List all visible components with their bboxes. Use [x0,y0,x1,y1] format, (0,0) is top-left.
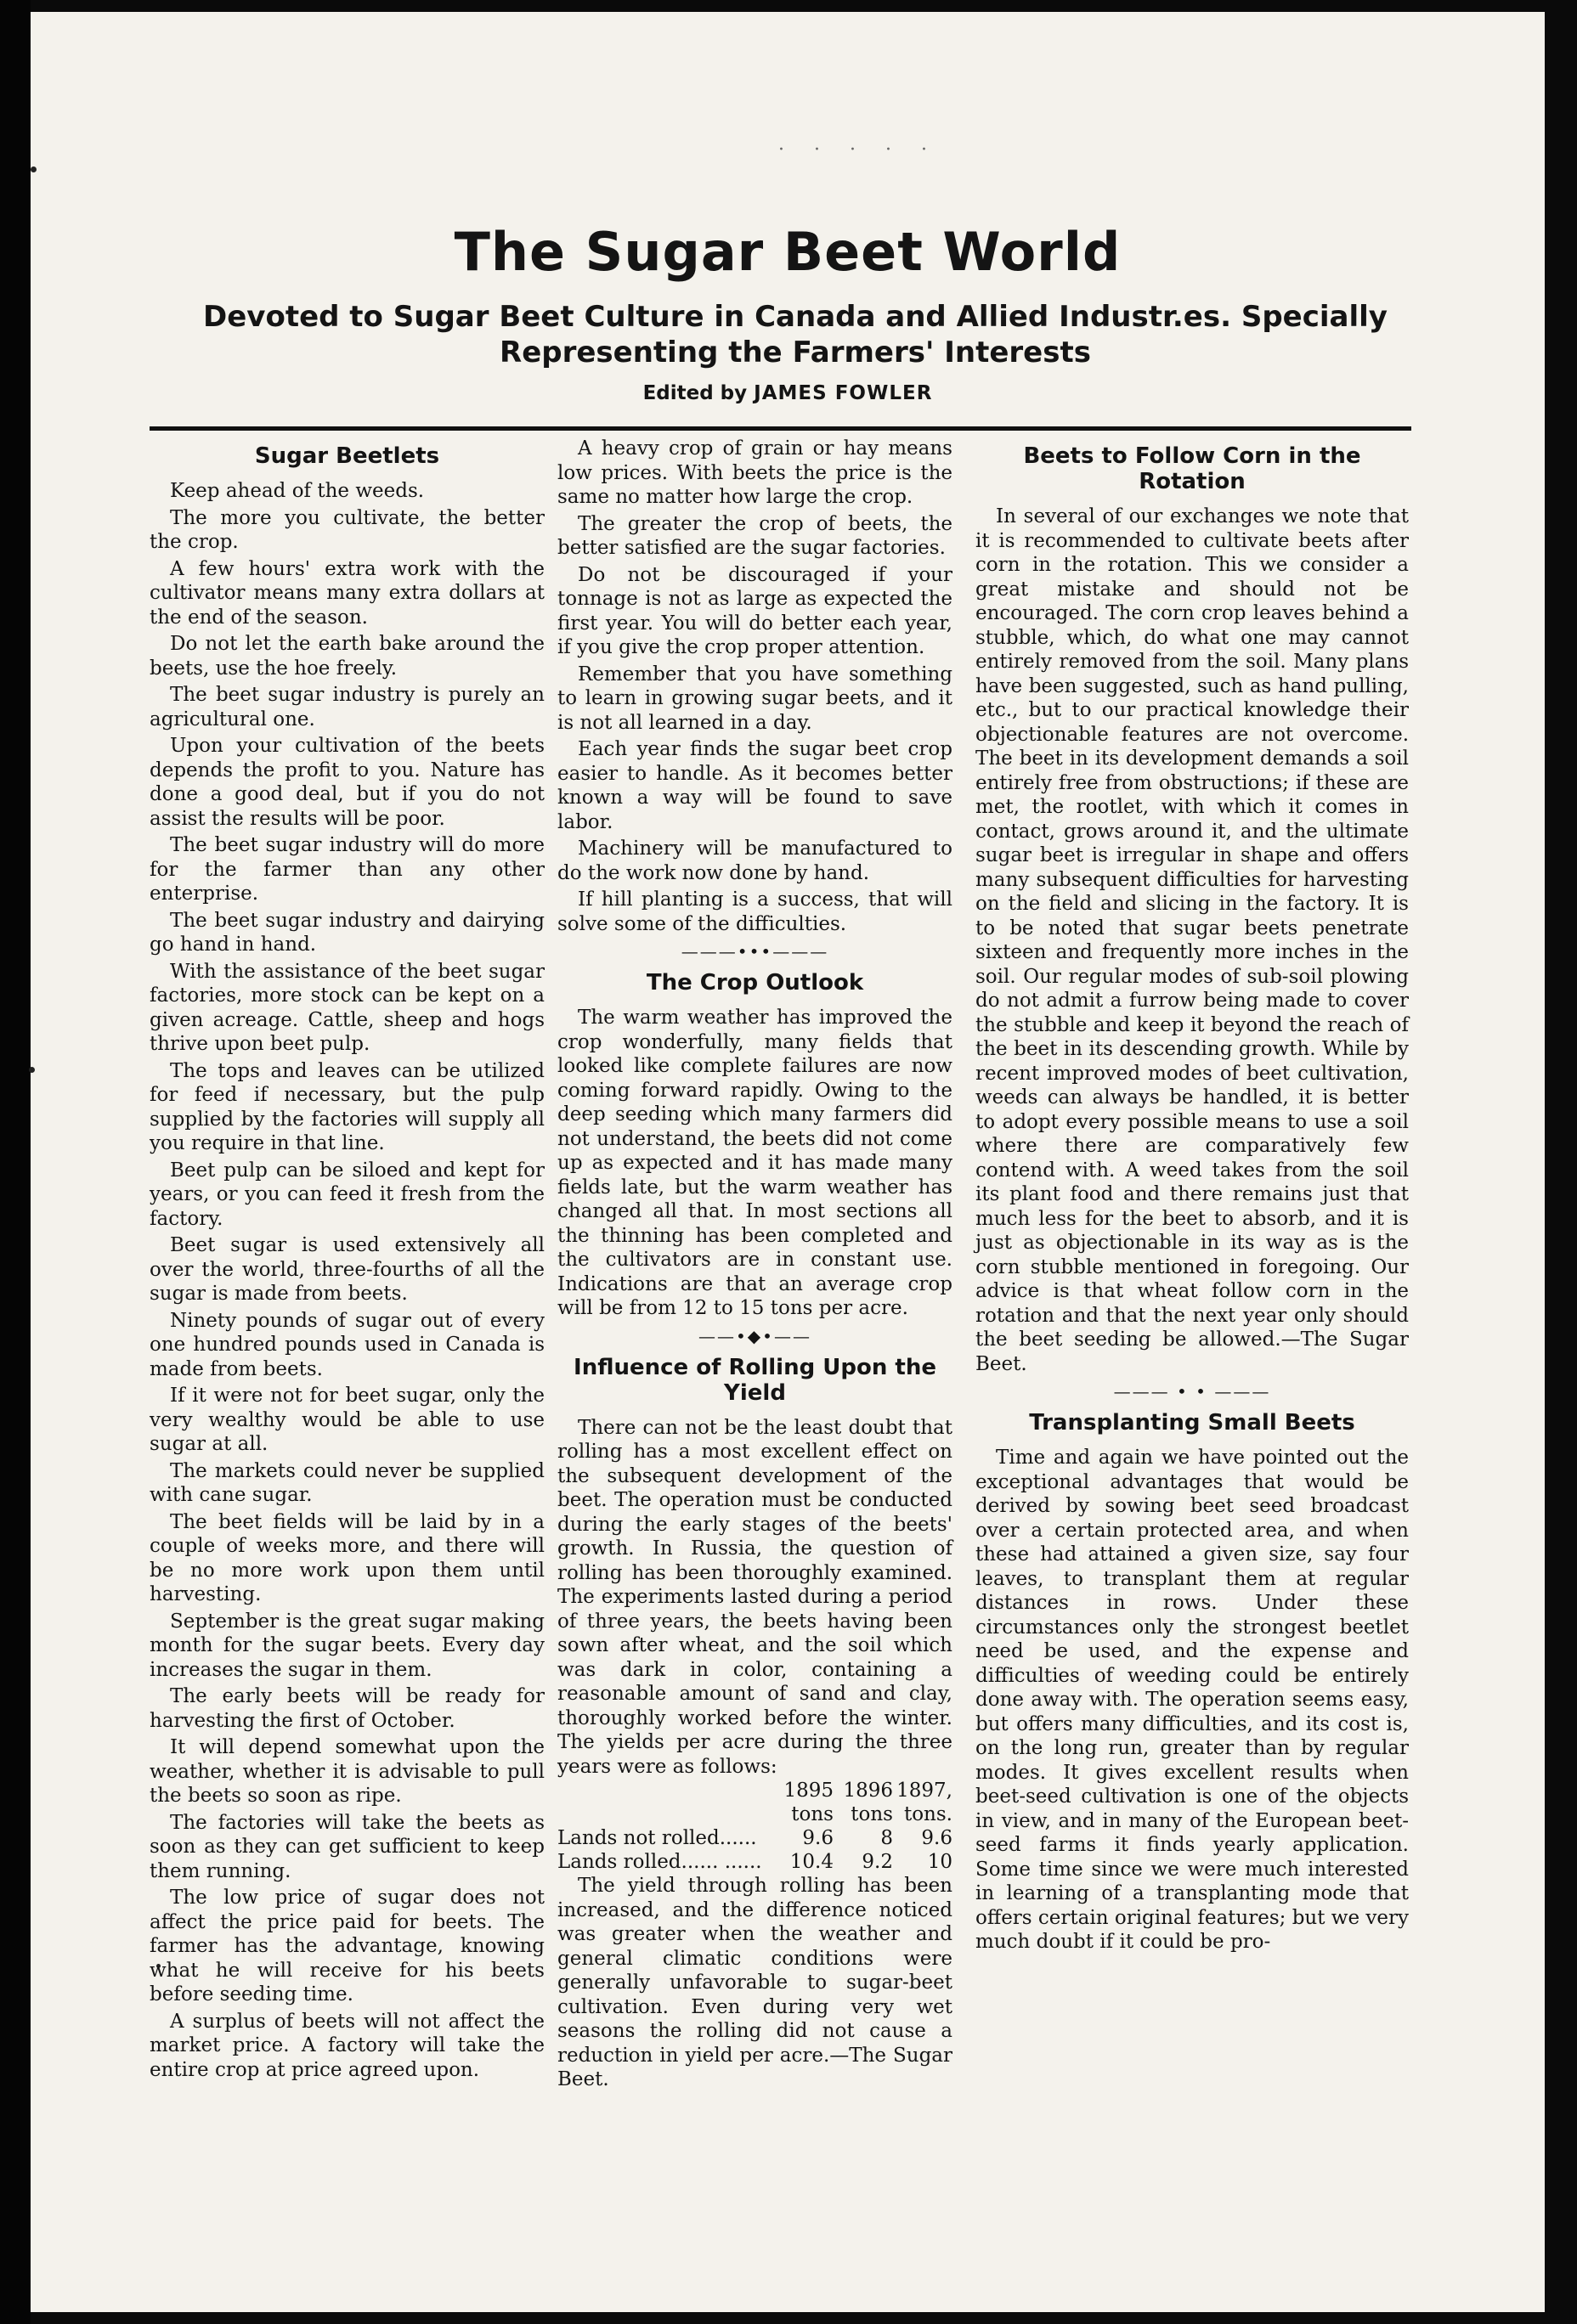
article-body: Time and again we have pointed out the exceptional advantages that would be derived by sowing beet seed broadcast over a certain protected area, and when these had attained a given size, say four leaves, to transplant them at regular distances in rows. Under these circumstances only the strongest beetlet need be used, and the expense and difficulties of weeding could be entirely done away with. The operation seems easy, but offers many difficulties, and its cost is, on the long run, greater than by regular modes. It gives excellent results when beet-seed cultivation is one of the objects in view, and in many of the European beet-seed farms it finds yearly application. Some time since we were much interested in learning of a transplanting mode that offers certain original features; but we very much doubt if it could be pro- [975,1447,1409,1953]
paragraph: The factories will take the beets as soon as they can get sufficient to keep them running. [150,1811,545,1882]
value-cell: 9.6 [921,1827,952,1849]
article-body: The yield through rolling has been increased, and the difference noticed was greater when the weather and general climatic conditions were generally unfavorable to sugar-beet cultivation. Even during very wet seasons the rolling did not cause a reduction in yield per acre.—The Sugar Beet. [557,1875,952,2090]
paragraph: It will depend somewhat upon the weather, whether it is advisable to pull the beets so soon as ripe. [150,1736,545,1807]
separator-ornament: ——•◆•—— [698,1325,811,1346]
year-cell: 1897, [896,1780,952,1802]
editor-line [31,382,1545,404]
paragraph: A heavy crop of grain or hay means low prices. With beets the price is the same no matter how large the crop. [557,437,952,508]
heading-sugar-beetlets: Sugar Beetlets [254,443,440,469]
scan-marks: · · · · · [778,139,939,161]
unit-cell: tons [791,1803,834,1825]
paragraph: A surplus of beets will not affect the market price. A factory will take the entire crop at price agreed upon. [150,2010,545,2081]
edited-by-label: Edited by [642,382,748,404]
paragraph: The early beets will be ready for harvesting the first of October. [150,1685,545,1732]
paragraph: With the assistance of the beet sugar factories, more stock can be kept on a given acreage. Cattle, sheep and hogs thrive upon beet pulp. [150,960,545,1055]
scan-border [0,0,31,2324]
yield-table [557,1779,952,1874]
row-label: Lands not rolled...... [557,1827,757,1849]
paragraph: Do not be discouraged if your tonnage is not as large as expected the first year. You will do better each year, if you give the crop proper attention. [557,563,952,658]
table-header-units [557,1802,952,1826]
heading-rolling: Influence of Rolling Upon the Yield [574,1354,936,1406]
paragraph: If it were not for beet sugar, only the very wealthy would be able to use sugar at all. [150,1385,545,1455]
newspaper-page [31,12,1545,2312]
column-3 [975,437,1409,1957]
paragraph: The beet sugar industry will do more for the farmer than any other enterprise. [150,834,545,905]
separator-ornament: ——— • • ——— [1113,1381,1271,1402]
subtitle: Devoted to Sugar Beet Culture in Canada and Allied Industr.es. Specially Representing the Farmers' Interests [203,300,1388,369]
article-body: There can not be the least doubt that rolling has a most excellent effect on the subsequent development of the beet. The operation must be conducted during the early stages of the beets' growth. In Russia, the question of rolling has been thoroughly examined. The experiments lasted during a period of three years, the beets having been sown after wheat, and the soil which was dark in color, containing a reasonable amount of sand and clay, thoroughly worked before the winter. The yields per acre during the three years were as follows: [557,1416,952,1778]
paragraph: Beet sugar is used extensively all over the world, three-fourths of all the sugar is made from beets. [150,1234,545,1305]
paragraph: Keep ahead of the weeds. [170,480,425,502]
paragraph: The more you cultivate, the better the crop. [150,506,545,553]
paragraph: The beet fields will be laid by in a couple of weeks more, and there will be no more work upon them until harvesting. [150,1510,545,1605]
table-row [557,1826,952,1850]
paragraph: Do not let the earth bake around the beets, use the hoe freely. [150,633,545,680]
table-header-years [557,1779,952,1802]
value-cell: 9.2 [862,1851,893,1873]
paragraph: Beet pulp can be siloed and kept for years, or you can feed it fresh from the factory. [150,1159,545,1230]
value-cell: 10.4 [789,1851,834,1873]
value-cell: 9.6 [802,1827,834,1849]
paragraph: September is the great sugar making month for the sugar beets. Every day increases the sugar in them. [150,1610,545,1681]
paragraph: If hill planting is a success, that will solve some of the difficulties. [557,888,952,935]
scan-speck [29,1067,35,1073]
paragraph: The beet sugar industry is purely an agricultural one. [150,684,545,730]
paragraph: Remember that you have something to learn in growing sugar beets, and it is not all learned in a day. [557,663,952,734]
row-label: Lands rolled...... ...... [557,1851,762,1873]
year-cell: 1895 [783,1780,834,1802]
paragraph: A few hours' extra work with the cultivator means many extra dollars at the end of the season. [150,557,545,629]
paragraph: Upon your cultivation of the beets depends the profit to you. Nature has done a good deal, but if you do not assist the results will be poor. [150,735,545,830]
page-title: The Sugar Beet World [454,221,1122,283]
paragraph: The tops and leaves can be utilized for feed if necessary, but the pulp supplied by the factories will supply all you require in that line. [150,1059,545,1154]
value-cell: 8 [880,1827,893,1849]
unit-cell: tons [851,1803,893,1825]
heading-beets-follow-corn: Beets to Follow Corn in the Rotation [1023,443,1361,494]
paragraph: The low price of sugar does not affect the price paid for beets. The farmer has the advantage, knowing what he will receive for his beets before seeding time. [150,1887,545,2005]
year-cell: 1896 [843,1780,893,1802]
paragraph: The greater the crop of beets, the better satisfied are the sugar factories. [557,512,952,559]
table-row [557,1850,952,1874]
heading-transplanting: Transplanting Small Beets [1029,1410,1355,1436]
paragraph: The beet sugar industry and dairying go hand in hand. [150,909,545,956]
unit-cell: tons. [903,1803,952,1825]
column-2 [557,437,952,2095]
value-cell: 10 [927,1851,952,1873]
editor-name: JAMES FOWLER [754,382,933,404]
column-1 [150,437,545,2084]
separator-ornament: ———•••——— [681,941,829,962]
paragraph: The markets could never be supplied with cane sugar. [150,1459,545,1506]
paragraph: Machinery will be manufactured to do the work now done by hand. [557,838,952,884]
header-rule [150,426,1411,431]
article-body: In several of our exchanges we note that it is recommended to cultivate beets after corn in the rotation. This we consider a great mistake and should not be encouraged. The corn crop leaves behind a stubble, which, do what one may cannot entirely removed from the soil. Many plans have been suggested, such as hand pulling, etc., but to our practical knowledge their objectionable features are not overcome. The beet in its development demands a soil entirely free from obstructions; if these are met, the rootlet, with which it comes in contact, grows around it, and the ultimate sugar beet is irregular in shape and offers many subsequent difficulties for harvesting on the field and slicing in the factory. It is to be noted that sugar beets penetrate sixteen and frequently more inches in the soil. Our regular modes of sub-soil plowing do not admit a furrow being made to cover the stubble and keep it beyond the reach of the beet in its descending growth. While by recent improved modes of beet cultivation, weeds can always be handled, it is better to adopt every possible means to use a soil where there are comparatively few contend with. A weed takes from the soil its plant food and there remains just that much less for the beet to absorb, and it is just as objectionable in its way as is the corn stubble mentioned in foregoing. Our advice is that wheat follow corn in the rotation and that the next year only should the beet seeding be allowed.—The Sugar Beet. [975,505,1409,1375]
article-body: The warm weather has improved the crop wonderfully, many fields that looked like complete failures are now coming forward rapidly. Owing to the deep seeding which many farmers did not understand, the beets did not come up as expected and it has made many fields late, but the warm weather has changed all that. In most sections all the thinning has been completed and the cultivators are in constant use. Indications are that an average crop will be from 12 to 15 tons per acre. [557,1007,952,1319]
paragraph: Each year finds the sugar beet crop easier to handle. As it becomes better known a way will be found to save labor. [557,738,952,833]
scan-speck [31,166,37,172]
heading-crop-outlook: The Crop Outlook [646,970,864,996]
paragraph: Ninety pounds of sugar out of every one hundred pounds used in Canada is made from beets. [150,1309,545,1380]
